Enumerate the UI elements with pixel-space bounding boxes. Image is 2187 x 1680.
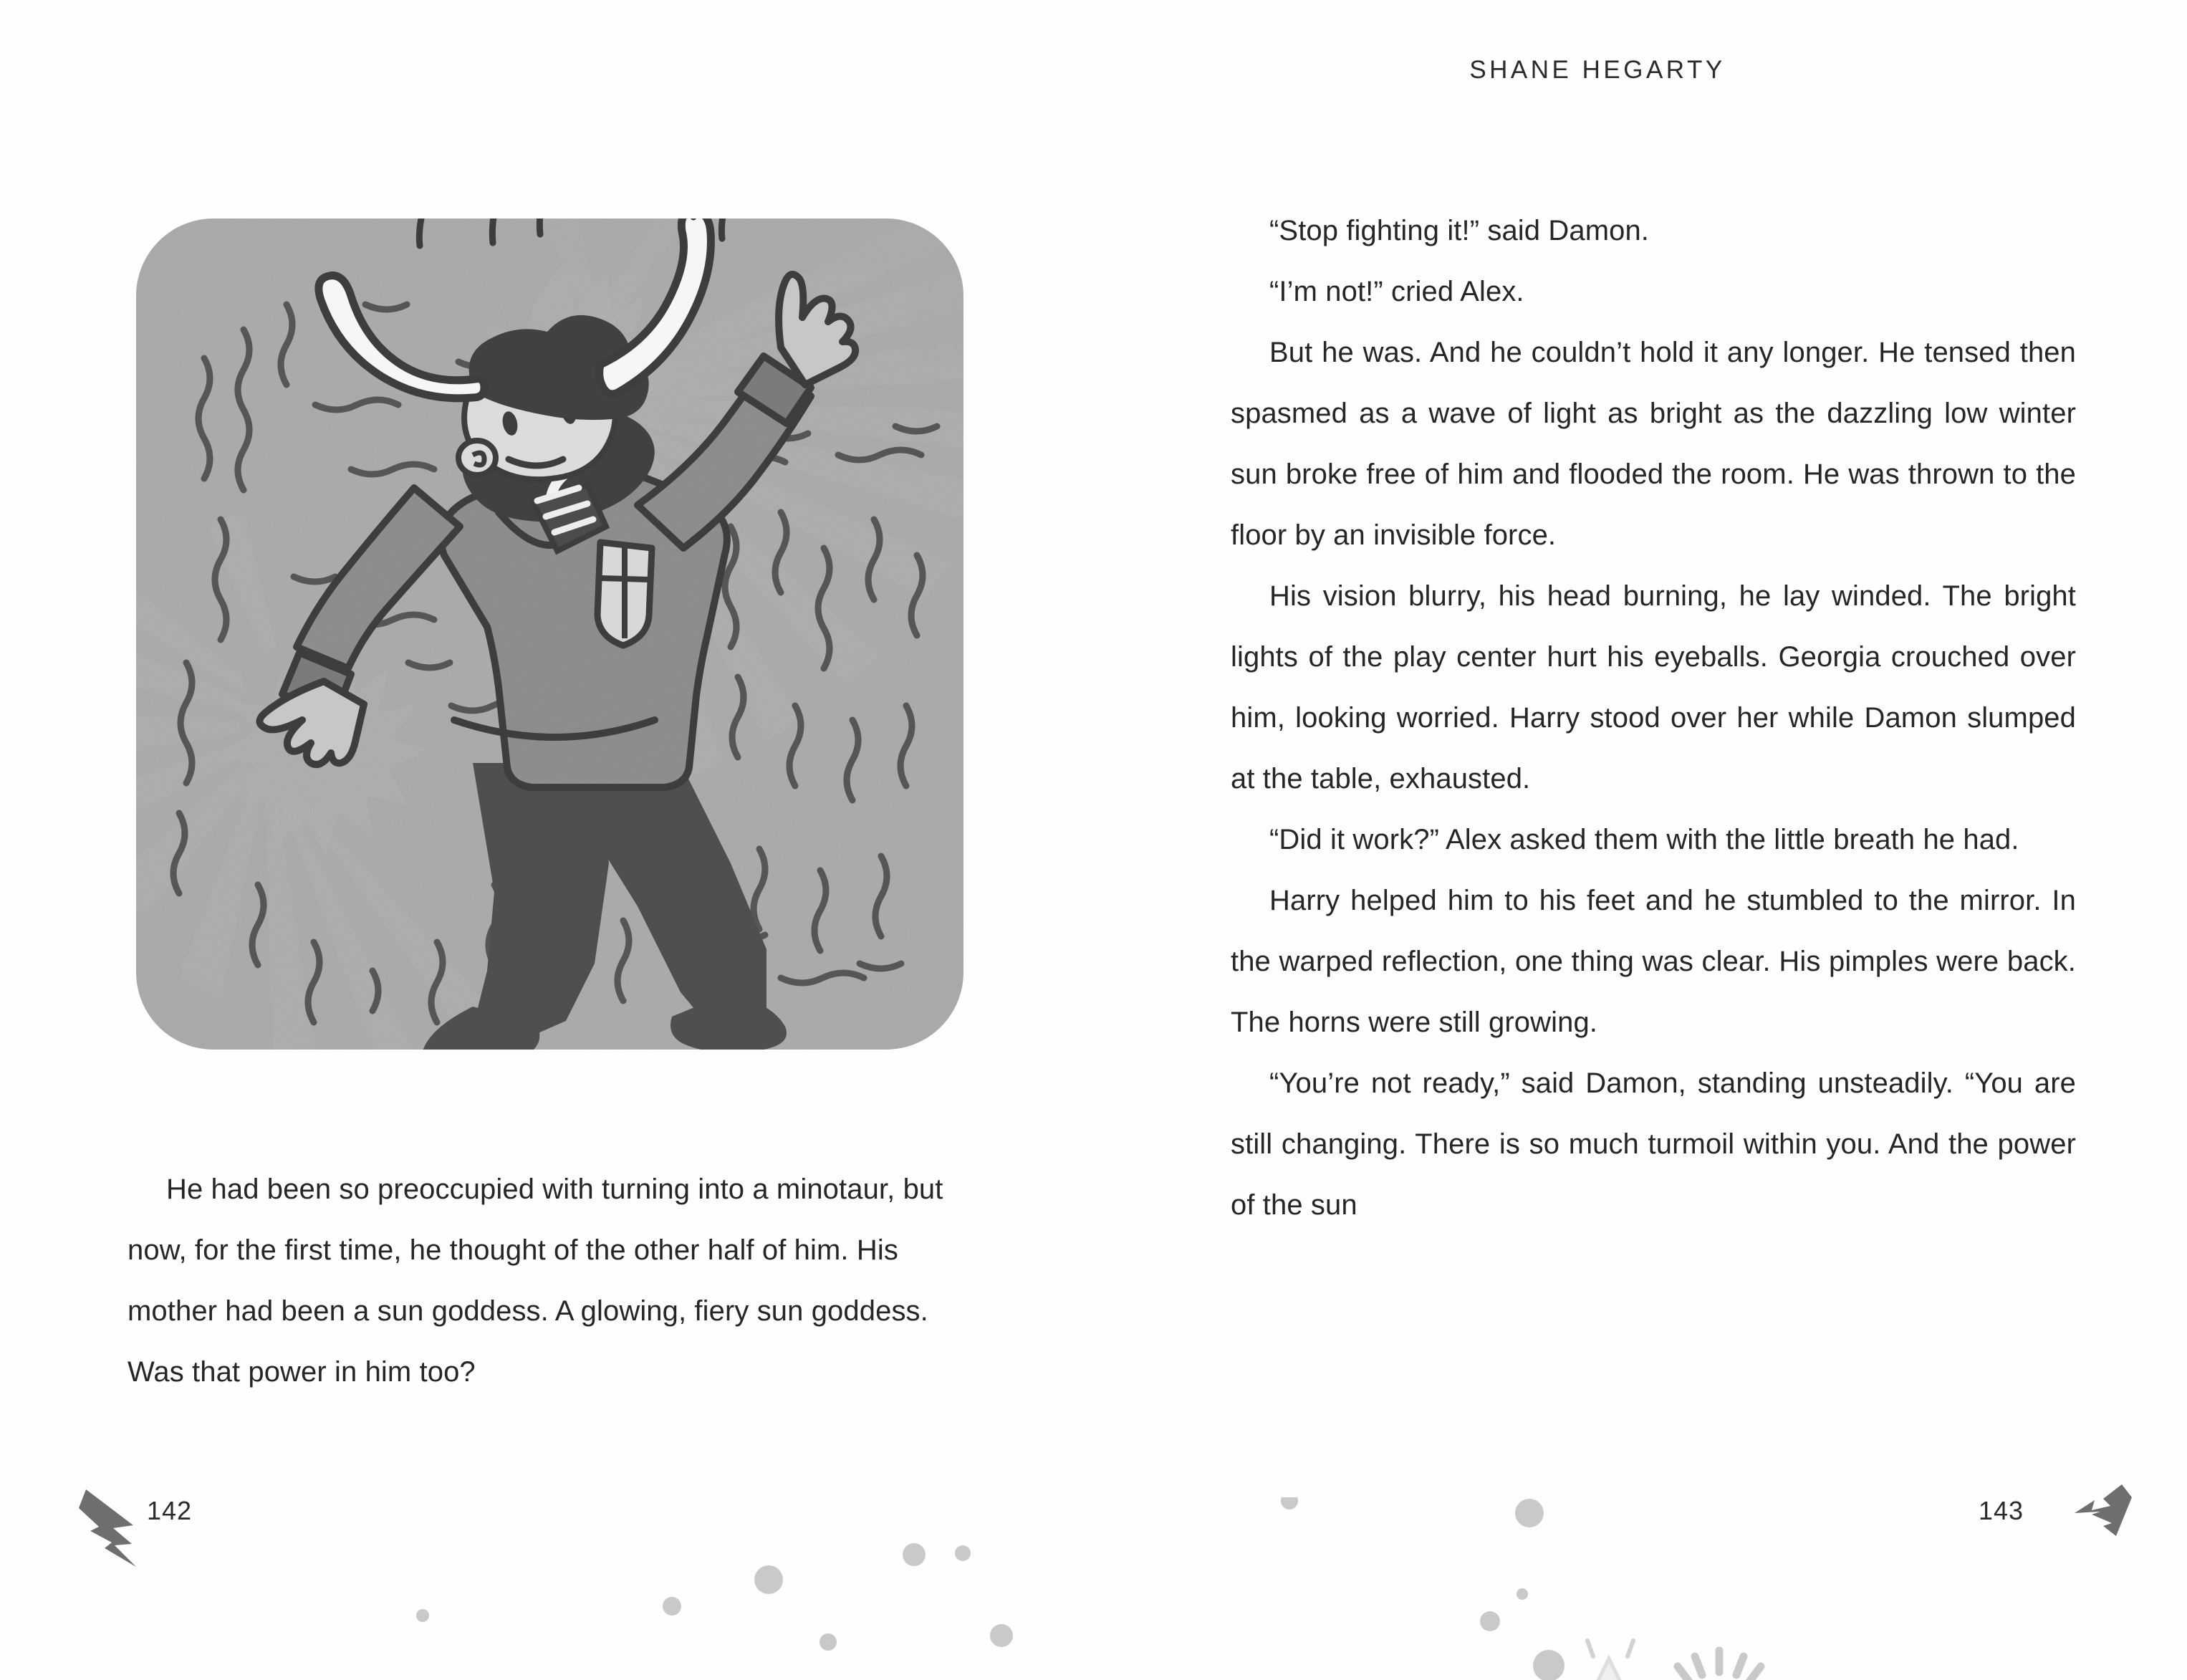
paragraph: His vision blurry, his head burning, he lay winded. The bright lights of the play center hurt his eyeballs. Georgia crouched over him, looking worried. Harry stood over her while Damon slumped at the table, exhausted.	[1231, 580, 2076, 795]
running-head-author: SHANE HEGARTY	[1469, 56, 1726, 84]
splatter-dot	[990, 1624, 1013, 1647]
left-page-body-text	[128, 1159, 971, 1403]
splatter-dot	[663, 1597, 681, 1616]
splatter-dot	[955, 1545, 971, 1561]
splatter-dot	[1480, 1611, 1500, 1631]
splatter-dot	[1281, 1497, 1298, 1509]
decorative-splatter-group	[0, 1497, 2187, 1680]
page-number-left: 142	[147, 1496, 193, 1525]
paragraph: He had been so preoccupied with turning into a minotaur, but now, for the first time, he thought of the other half of him. His mother had been a sun goddess. A glowing, fiery sun goddess. Was that power in him too?	[128, 1173, 943, 1388]
splatter-dot	[1517, 1588, 1528, 1600]
paragraph: “Did it work?” Alex asked them with the little breath he had.	[1269, 824, 2019, 855]
paragraph: “You’re not ready,” said Damon, standing unsteadily. “You are still changing. There is so much turmoil within you. And the power of the sun	[1231, 1067, 2076, 1221]
radial-burst-splatter-icon	[1655, 1651, 1784, 1680]
paragraph: “I’m not!” cried Alex.	[1269, 276, 1524, 307]
splatter-dot	[1515, 1499, 1544, 1527]
page-number-right: 143	[1979, 1496, 2024, 1525]
paragraph: “Stop fighting it!” said Damon.	[1269, 215, 1650, 246]
illustration-panel	[136, 219, 963, 1050]
lightning-bolt-icon	[77, 1487, 142, 1569]
splatter-dot	[416, 1609, 429, 1622]
star-splatter-icon	[1546, 1641, 1675, 1680]
lightning-bolt-icon	[2070, 1482, 2135, 1564]
paragraph: Harry helped him to his feet and he stumbled to the mirror. In the warped reflection, one thing was clear. His pimples were back. The horns were still growing.	[1231, 885, 2076, 1038]
minotaur-boy-radiating-light-illustration	[136, 219, 963, 1050]
splatter-dot	[754, 1565, 783, 1594]
splatter-dot	[1533, 1650, 1564, 1680]
splatter-dot	[819, 1633, 837, 1651]
right-page-body-text	[1231, 201, 2076, 1236]
splatter-dot	[903, 1543, 926, 1566]
paragraph: But he was. And he couldn’t hold it any longer. He tensed then spasmed as a wave of light as bright as the dazzling low winter sun broke free of him and flooded the room. He was thrown to the floor by an invisible force.	[1231, 337, 2076, 551]
